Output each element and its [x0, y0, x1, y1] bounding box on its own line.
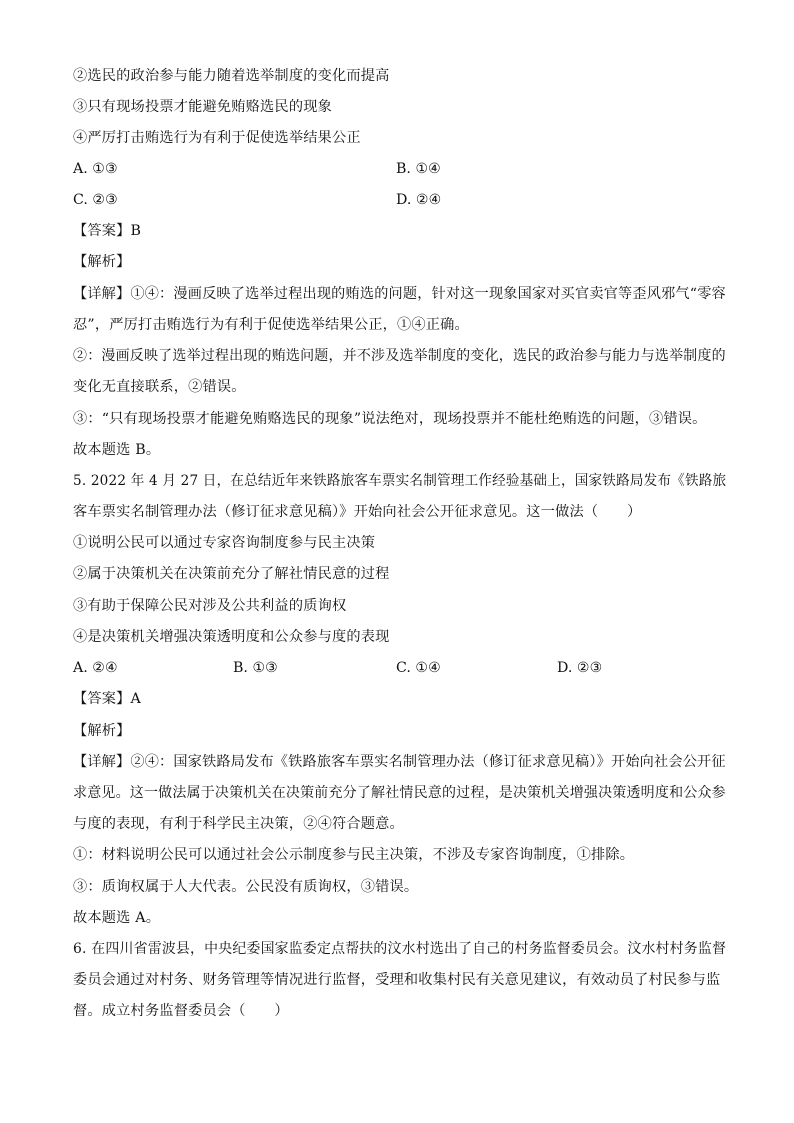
- option-a: A. ②④: [73, 660, 118, 676]
- option-a: A. ①③: [73, 161, 118, 177]
- statement-1: ①说明公民可以通过专家咨询制度参与民主决策: [73, 535, 376, 551]
- statement-4: ④严厉打击贿选行为有利于促使选举结果公正: [73, 130, 361, 146]
- question-5-stem: 5. 2022 年 4 月 27 日，在总结近年来铁路旅客车票实名制管理工作经验基础上，国家铁路局发布《铁路旅: [73, 473, 727, 489]
- explanation-line: 忍”，严厉打击贿选行为有利于促使选举结果公正，①④正确。: [73, 317, 469, 333]
- statement-2: ②选民的政治参与能力随着选举制度的变化而提高: [73, 68, 390, 84]
- explanation-line: ②：漫画反映了选举过程出现的贿选问题，并不涉及选举制度的变化，选民的政治参与能力与选举制度的: [73, 348, 726, 364]
- question-6-stem: 督。成立村务监督委员会（ ）: [73, 1003, 289, 1019]
- option-b: B. ①④: [396, 161, 441, 177]
- question-6-stem: 委员会通过对村务、财务管理等情况进行监督，受理和收集村民有关意见建议，有效动员了村民参与监: [73, 972, 721, 988]
- answer-line: 【答案】A: [73, 691, 141, 707]
- explanation-line: ③：质询权属于人大代表。公民没有质询权，③错误。: [73, 879, 419, 895]
- answer-line: 【答案】B: [73, 223, 142, 239]
- question-6-stem: 6. 在四川省雷波县，中央纪委国家监委定点帮扶的汶水村选出了自己的村务监督委员会。汶水村村务监督: [73, 941, 727, 957]
- explanation-line: 【详解】①④：漫画反映了选举过程出现的贿选的问题，针对这一现象国家对买官卖官等歪风邪气“零容: [73, 286, 726, 302]
- question-5-stem: 客车票实名制管理办法（修订征求意见稿）》开始向社会公开征求意见。这一做法（ ）: [73, 504, 642, 520]
- statement-2: ②属于决策机关在决策前充分了解社情民意的过程: [73, 566, 390, 582]
- option-d: D. ②③: [557, 660, 603, 676]
- analysis-heading: 【解析】: [73, 723, 131, 739]
- explanation-line: 【详解】②④：国家铁路局发布《铁路旅客车票实名制管理办法（修订征求意见稿）》开始向社会公开征: [73, 754, 726, 770]
- explanation-line: ③：“只有现场投票才能避免贿赂选民的现象”说法绝对，现场投票并不能杜绝贿选的问题，③错误。: [73, 411, 707, 427]
- statement-3: ③只有现场投票才能避免贿赂选民的现象: [73, 99, 332, 115]
- option-d: D. ②④: [396, 192, 442, 208]
- conclusion-line: 故本题选 B。: [73, 442, 161, 458]
- option-c: C. ②③: [73, 192, 118, 208]
- explanation-line: 变化无直接联系，②错误。: [73, 379, 246, 395]
- statement-4: ④是决策机关增强决策透明度和公众参与度的表现: [73, 629, 390, 645]
- explanation-line: 与度的表现，有利于科学民主决策，②④符合题意。: [73, 816, 404, 832]
- explanation-line: ①：材料说明公民可以通过社会公示制度参与民主决策，不涉及专家咨询制度，①排除。: [73, 847, 635, 863]
- statement-3: ③有助于保障公民对涉及公共利益的质询权: [73, 598, 347, 614]
- analysis-heading: 【解析】: [73, 254, 131, 270]
- explanation-line: 求意见。这一做法属于决策机关在决策前充分了解社情民意的过程，是决策机关增强决策透明度和公众参: [73, 785, 726, 801]
- option-c: C. ①④: [396, 660, 441, 676]
- option-b: B. ①③: [233, 660, 278, 676]
- conclusion-line: 故本题选 A。: [73, 910, 161, 926]
